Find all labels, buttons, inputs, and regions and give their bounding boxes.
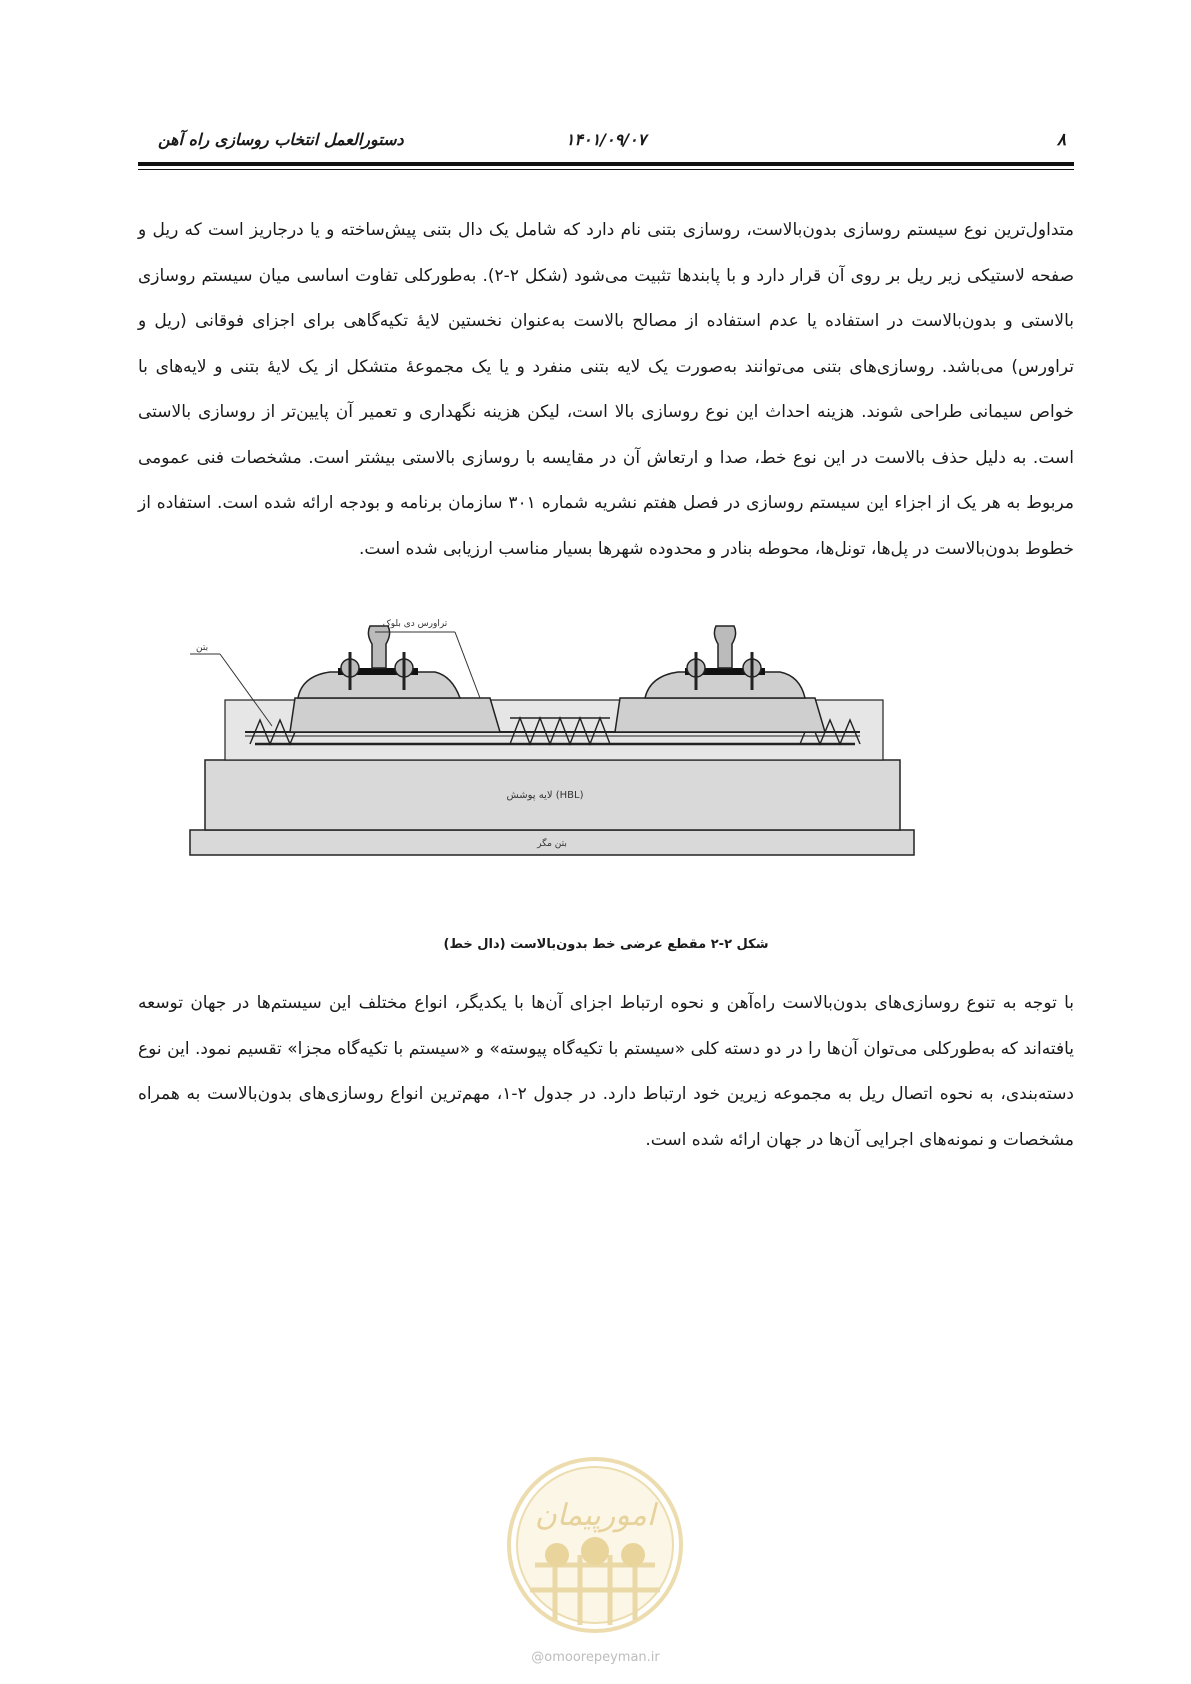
header-rule-thin [138,169,1074,170]
watermark-logo [505,1455,685,1635]
right-rail [714,626,735,668]
figure-caption: شکل ۲-۲ مقطع عرضی خط بدون‌بالاست (دال خط) [443,937,769,952]
header-date: ۱۴۰۱/۰۹/۰۷ [565,130,647,149]
watermark-logo-text: امورپیمان [534,1498,656,1533]
body-paragraph-2: با توجه به تنوع روسازی‌های بدون‌بالاست راه‌آهن و نحوه ارتباط اجزای آن‌ها با یکدیگر، انواع مختلف این سیستم‌ها در جهان توسعه یافته‌اند که به‌طورکلی می‌توان آن‌ها را در دو دسته کلی «سیستم با تکیه‌گاه پیوسته» و «سیستم با تکیه‌گاه مجزا» تقسیم نمود. این نوع دسته‌بندی، به نحوه اتصال ریل به مجموعه زیرین خود ارتباط دارد. در جدول ۲-۱، مهم‌ترین انواع روسازی‌های بدون‌بالاست به همراه مشخصات و نمونه‌های اجرایی آن‌ها در جهان ارائه شده است. [138,993,1075,1150]
label-hbl: لایه پوشش (HBL) [506,790,584,801]
left-sleeper-block [290,698,500,732]
label-lean-concrete: بتن مگر [537,839,567,849]
track-cross-section-figure [190,619,990,930]
header-rule-thick [138,162,1074,166]
watermark-url: @omoorepeyman.ir [531,1650,660,1665]
page-header [138,126,1074,156]
label-block-sleeper: تراورس دی بلوک [382,619,448,629]
label-concrete: بتن [196,643,209,653]
page-number: ۸ [1056,130,1066,150]
body-paragraph-1: متداول‌ترین نوع سیستم روسازی بدون‌بالاست، روسازی بتنی نام دارد که شامل یک دال بتنی پیش‌ساخته و یا درجاریز است که ریل و صفحه لاستیکی زیر ریل بر روی آن قرار دارد و با پابندها تثبیت می‌شود (شکل ۲-۲). به‌طورکلی تفاوت اساسی میان سیستم روسازی بالاستی و بدون‌بالاست در استفاده یا عدم استفاده از مصالح بالاست به‌عنوان نخستین لایهٔ تکیه‌گاهی برای اجزای فوقانی (ریل و تراورس) می‌باشد. روسازی‌های بتنی می‌توانند به‌صورت یک لایه بتنی منفرد و یا یک مجموعهٔ متشکل از یک لایهٔ بتنی و لایه‌های با خواص سیمانی طراحی شوند. هزینه احداث این نوع روسازی بالا است، لیکن هزینه نگهداری و تعمیر آن پایین‌تر از روسازی بالاستی است. به دلیل حذف بالاست در این نوع خط، صدا و ارتعاش آن در مقایسه با روسازی بالاستی بیشتر است. مشخصات فنی عمومی مربوط به هر یک از اجزاء این سیستم روسازی در فصل هفتم نشریه شماره ۳۰۱ سازمان برنامه و بودجه ارائه شده است. استفاده از خطوط بدون‌بالاست در پل‌ها، تونل‌ها، محوطه بنادر و محدوده شهرها بسیار مناسب ارزیابی شده است. [138,220,1074,559]
right-sleeper-block [615,698,825,732]
header-title: دستورالعمل انتخاب روسازی راه آهن [158,130,404,149]
